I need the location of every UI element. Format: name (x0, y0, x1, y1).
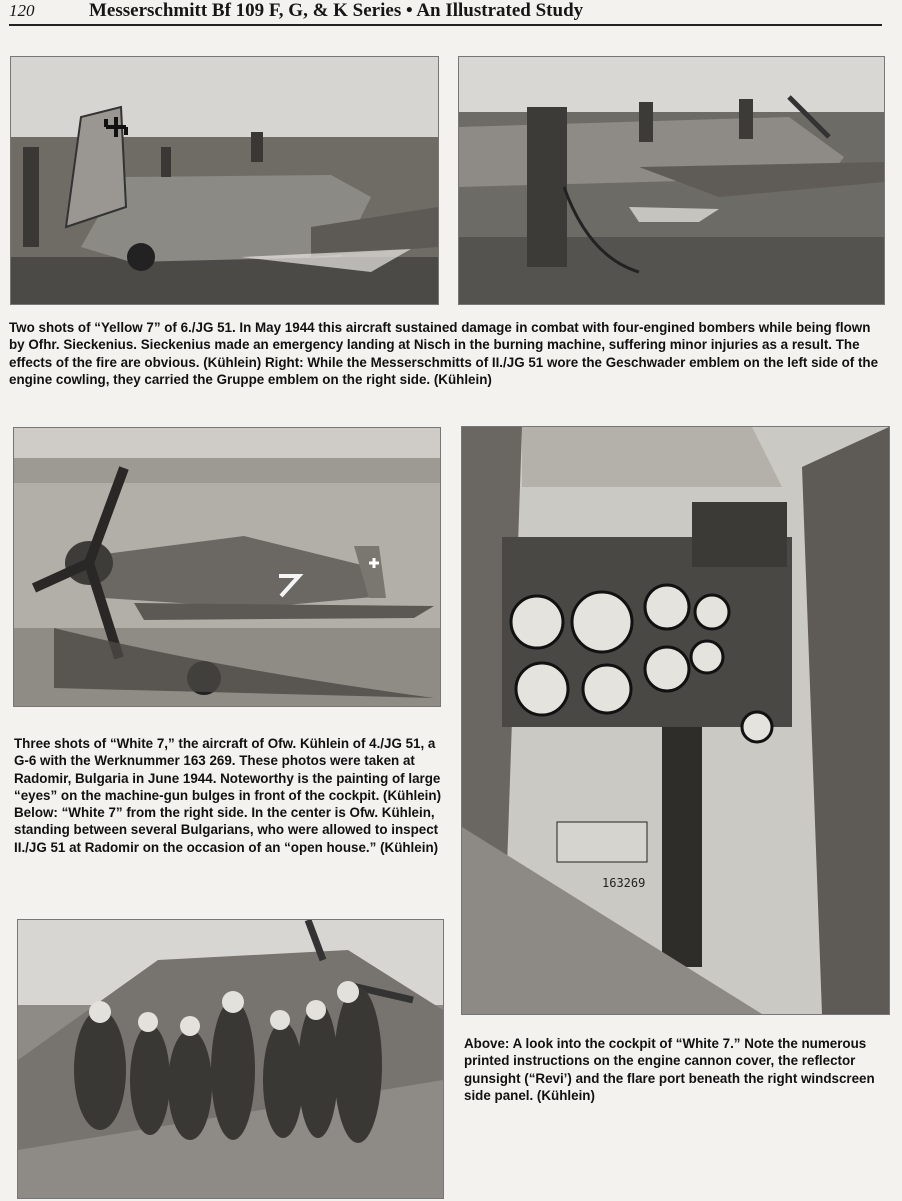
caption-cockpit: Above: A look into the cockpit of “White 7.” Note the numerous printed instructions on the engine cannon cover, the reflector gunsight (“Revi’) and the flare port beneath the right windscreen side panel. (Kühlein) (464, 1036, 875, 1103)
book-title: Messerschmitt Bf 109 F, G, & K Series • An Illustrated Study (89, 0, 584, 21)
photo-white-7-cockpit (461, 426, 890, 1015)
page-header (9, 0, 882, 26)
caption-yellow-7: Two shots of “Yellow 7” of 6./JG 51. In May 1944 this aircraft sustained damage in combat with four-engined bombers while being flown by Ofhr. Sieckenius. Sieckenius made an emergency landing at Nisch in the burning machine, suffering minor injuries as a result. The effects of the fire are obvious. (Kühlein) Right: While the Messerschmitts of II./JG 51 wore the Geschwader emblem on the left side of the engine cowling, they carried the Gruppe emblem on the right side. (Kühlein) (9, 320, 879, 387)
photo-yellow-7-crash-right (458, 56, 885, 305)
photo-white-7-side (13, 427, 441, 707)
caption-white-7: Three shots of “White 7,” the aircraft of Ofw. Kühlein of 4./JG 51, a G-6 with the Werknummer 163 269. These photos were taken at Radomir, Bulgaria in June 1944. Noteworthy is the painting of large “eyes” on the machine-gun bulges in front of the cockpit. (Kühlein) Below: “White 7” from the right side. In the center is Ofw. Kühlein, standing between several Bulgarians, who were allowed to inspect II./JG 51 at Radomir on the occasion of an “open house.” (Kühlein) (14, 736, 442, 855)
photo-white-7-group (17, 919, 444, 1199)
werknummer-plate: 163269 (602, 876, 646, 890)
photo-yellow-7-crash-left (10, 56, 439, 305)
page-number: 120 (9, 1, 35, 20)
